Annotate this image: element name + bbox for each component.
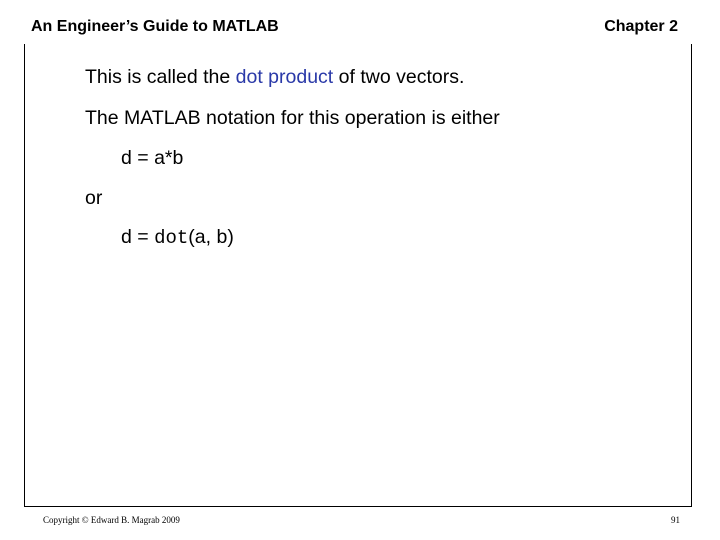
body-line-or: or <box>85 187 103 209</box>
line5-pre-text: d = <box>121 226 155 248</box>
header-chapter: Chapter 2 <box>604 18 678 35</box>
code-line-dot-function <box>121 225 234 250</box>
line1-post-text: of two vectors. <box>333 66 465 88</box>
line1-pre-text: This is called the <box>85 66 236 88</box>
line5-post-text: (a, b) <box>188 226 234 248</box>
footer-page-number: 91 <box>671 515 680 525</box>
dot-product-term: dot product <box>235 66 334 88</box>
code-line-multiply: d = a*b <box>121 147 184 169</box>
body-line-dot-product <box>85 65 464 89</box>
dot-function-name: dot <box>154 227 189 249</box>
footer-copyright: Copyright © Edward B. Magrab 2009 <box>43 515 180 525</box>
body-line-notation: The MATLAB notation for this operation is either <box>85 107 500 129</box>
header-title: An Engineer’s Guide to MATLAB <box>31 18 279 35</box>
